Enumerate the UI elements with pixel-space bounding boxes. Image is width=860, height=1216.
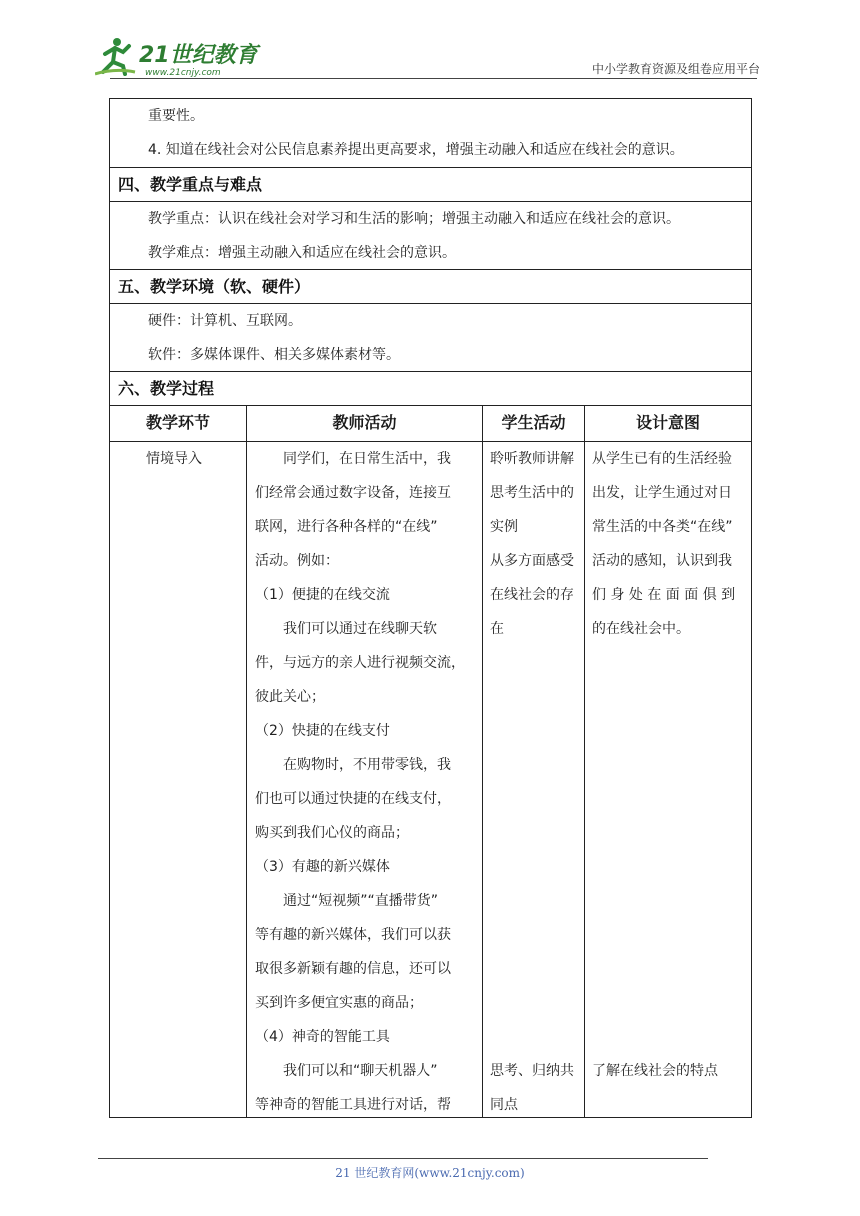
- footer-rule: [98, 1158, 708, 1159]
- student-line: 在: [490, 621, 504, 637]
- teacher-line: 等神奇的智能工具进行对话，帮: [255, 1097, 451, 1113]
- section5-title: 五、教学环境（软、硬件）: [118, 277, 311, 296]
- intent-line: 了解在线社会的特点: [592, 1063, 718, 1079]
- intent-line: 常生活的中各类“在线”: [592, 519, 733, 535]
- svg-text:21世纪教育: 21世纪教育: [139, 43, 258, 68]
- teacher-subheading: （1）便捷的在线交流: [255, 587, 390, 603]
- teacher-line: 们也可以通过快捷的在线支付，: [255, 791, 451, 807]
- svg-text:www.21cnjy.com: www.21cnjy.com: [145, 68, 221, 78]
- teacher-subheading: （2）快捷的在线支付: [255, 723, 390, 739]
- teacher-line: 购买到我们心仪的商品；: [255, 825, 409, 841]
- col-header-student: 学生活动: [482, 406, 584, 441]
- hardware-line: 硬件：计算机、互联网。: [148, 313, 302, 329]
- stage-label: 情境导入: [146, 451, 202, 467]
- intent-line: 从学生已有的生活经验: [592, 451, 732, 467]
- teacher-subheading: （3）有趣的新兴媒体: [255, 859, 390, 875]
- teacher-subheading: （4）神奇的智能工具: [255, 1029, 390, 1045]
- section5-header: [110, 269, 751, 303]
- student-line: 实例: [490, 519, 518, 535]
- teacher-line: 取很多新颖有趣的信息，还可以: [255, 961, 451, 977]
- platform-tagline: 中小学教育资源及组卷应用平台: [591, 62, 760, 76]
- teacher-line: 联网，进行各种各样的“在线”: [255, 519, 438, 535]
- teaching-focus: 教学重点：认识在线社会对学习和生活的影响；增强主动融入和适应在线社会的意识。: [148, 211, 680, 227]
- col-header-stage: 教学环节: [145, 413, 210, 432]
- teacher-line: 件，与远方的亲人进行视频交流，: [255, 655, 465, 671]
- student-line: 思考生活中的: [490, 485, 574, 501]
- teaching-difficulty: 教学难点：增强主动融入和适应在线社会的意识。: [148, 245, 456, 261]
- process-table-header: [110, 405, 751, 441]
- design-intent-cell: [584, 442, 751, 1117]
- site-logo: [95, 34, 265, 78]
- intent-block-a: [592, 442, 751, 646]
- teacher-activity-cell: [246, 442, 482, 1117]
- intent-line: 们 身 处 在 面 面 俱 到: [592, 587, 736, 603]
- process-row-intro: [110, 441, 751, 1117]
- teacher-line: 买到许多便宜实惠的商品；: [255, 995, 423, 1011]
- student-line: 在线社会的存: [490, 587, 574, 603]
- teacher-line: 我们可以通过在线聊天软: [283, 621, 437, 637]
- col-header-teacher: 教师活动: [246, 406, 482, 441]
- section4-header: [110, 167, 751, 201]
- col-header-intent: 设计意图: [584, 406, 751, 441]
- teacher-line: 们经常会通过数字设备，连接互: [255, 485, 451, 501]
- section6-header: [110, 371, 751, 405]
- student-line: 聆听教师讲解: [490, 451, 574, 467]
- student-activity-block-a: [490, 442, 584, 646]
- student-activity-cell: [482, 442, 584, 1117]
- intent-line: 的在线社会中。: [592, 621, 690, 637]
- teacher-line: 我们可以和“聊天机器人”: [283, 1063, 438, 1079]
- intent-line: 活动的感知，认识到我: [592, 553, 732, 569]
- section3-tail: [110, 99, 751, 167]
- teacher-activity-lines: [255, 442, 482, 1122]
- section6-title: 六、教学过程: [118, 379, 215, 398]
- student-line: 同点: [490, 1097, 518, 1113]
- teacher-line: 通过“短视频”“直播带货”: [283, 893, 439, 909]
- section4-title: 四、教学重点与难点: [118, 175, 263, 194]
- stage-cell: [110, 442, 246, 1117]
- student-activity-block-b: [490, 1054, 574, 1122]
- teacher-line: 彼此关心；: [255, 689, 325, 705]
- section3-line2: 4. 知道在线社会对公民信息素养提出更高要求，增强主动融入和适应在线社会的意识。: [148, 142, 684, 158]
- student-line: 从多方面感受: [490, 553, 574, 569]
- header-rule: [110, 78, 757, 79]
- software-line: 软件：多媒体课件、相关多媒体素材等。: [148, 347, 400, 363]
- section3-line1: 重要性。: [148, 108, 204, 124]
- section4-body: [110, 201, 751, 269]
- teacher-line: 等有趣的新兴媒体，我们可以获: [255, 927, 451, 943]
- teacher-line: 同学们，在日常生活中，我: [283, 451, 451, 467]
- teacher-line: 活动。例如：: [255, 553, 339, 569]
- intent-block-b: [592, 1054, 718, 1088]
- footer-text[interactable]: 21 世纪教育网(www.21cnjy.com): [335, 1166, 525, 1180]
- student-line: 思考、归纳共: [490, 1063, 574, 1079]
- intent-line: 出发，让学生通过对日: [592, 485, 732, 501]
- teacher-line: 在购物时，不用带零钱，我: [283, 757, 451, 773]
- lesson-plan-table: [109, 98, 752, 1118]
- section5-body: [110, 303, 751, 371]
